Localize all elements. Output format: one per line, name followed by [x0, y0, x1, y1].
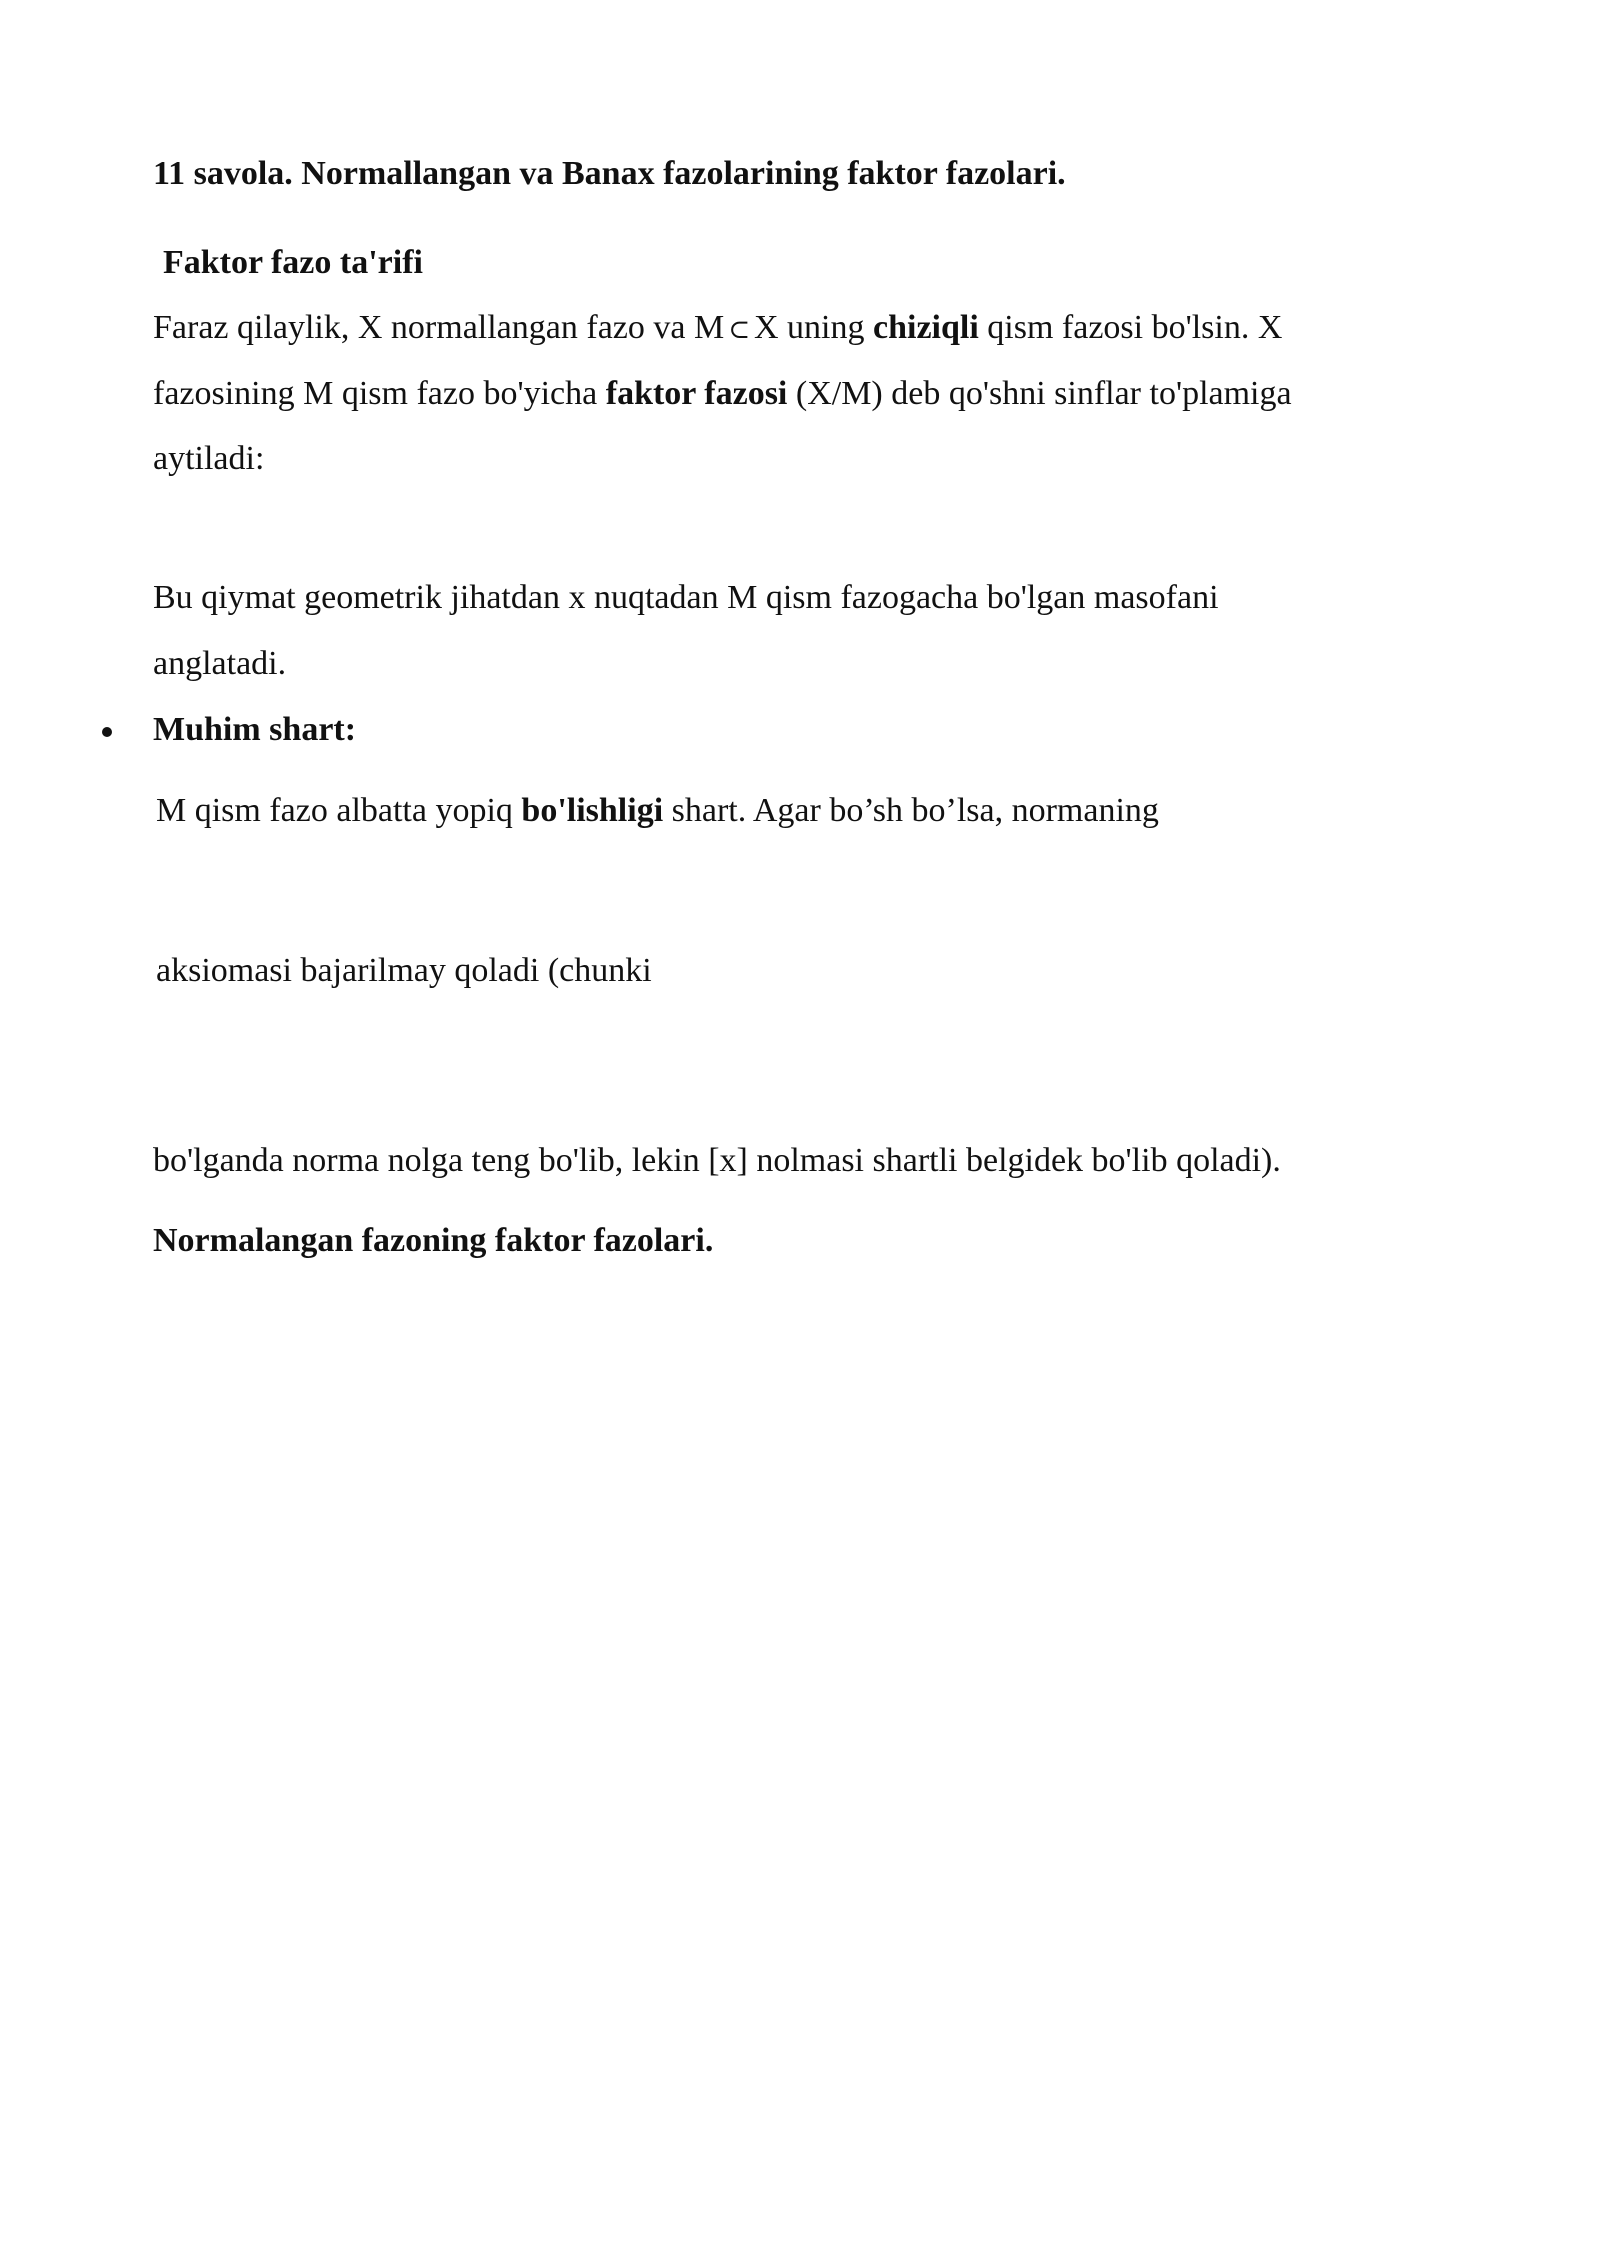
bold-term-bolishligi: bo'lishligi — [521, 792, 664, 829]
definition-line-3: aytiladi: — [153, 440, 265, 477]
condition-line-1 — [156, 790, 1159, 832]
text-run: X uning — [754, 309, 865, 346]
definition-line-2 — [153, 373, 1292, 415]
text-run: shart. Agar bo’sh bo’lsa, normaning — [671, 792, 1159, 829]
bold-term-faktor-fazosi: faktor fazosi — [605, 375, 788, 412]
bullet-icon — [102, 727, 112, 737]
text-run: (X/M) deb qo'shni sinflar to'plamiga — [795, 375, 1292, 412]
text-run: Faraz qilaylik, X normallangan fazo va M — [153, 309, 725, 346]
definition-line-1 — [153, 307, 1282, 351]
question-heading: 11 savola. Normallangan va Banax fazolarining faktor fazolari. — [153, 155, 1066, 192]
text-run: fazosining M qism fazo bo'yicha — [153, 375, 598, 412]
subset-symbol: ⊂ — [728, 315, 750, 344]
bold-term-chiziqli: chiziqli — [873, 309, 979, 346]
condition-line-2: aksiomasi bajarilmay qoladi (chunki — [156, 952, 652, 989]
text-run: qism fazosi bo'lsin. X — [987, 309, 1283, 346]
condition-line-3: bo'lganda norma nolga teng bo'lib, lekin [x] nolmasi shartli belgidek bo'lib qoladi). — [153, 1142, 1281, 1179]
bullet-title: Muhim shart: — [153, 711, 357, 748]
text-run: M qism fazo albatta yopiq — [156, 792, 513, 829]
section-title: Normalangan fazoning faktor fazolari. — [153, 1222, 714, 1259]
geometric-meaning-line-2: anglatadi. — [153, 645, 287, 682]
geometric-meaning-line-1: Bu qiymat geometrik jihatdan x nuqtadan M qism fazogacha bo'lgan masofani — [153, 579, 1219, 616]
definition-subheading: Faktor fazo ta'rifi — [163, 244, 423, 281]
